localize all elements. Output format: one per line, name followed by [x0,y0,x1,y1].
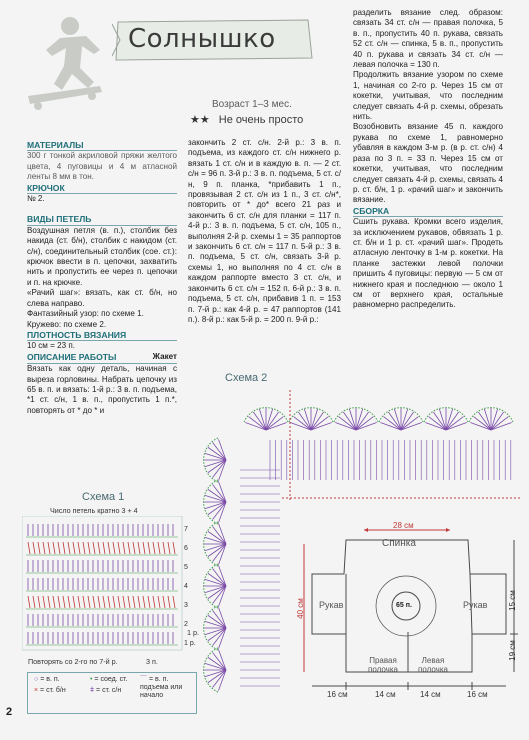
double-crochet-icon: ǂ [90,687,95,694]
work-text: Вязать как одну деталь, начиная с выреза горловины. Набрать цепочку из 65 в. п. и вязать: 1-й р.: 3 в. п. подъема, *1 ст. с/н, 1 в. п., пропустить 1 п.*, повторять от * до * и [27,364,177,415]
difficulty-label: Не очень просто [218,114,304,126]
left-column [27,140,177,416]
density-heading: ПЛОТНОСТЬ ВЯЗАНИЯ [27,330,177,341]
stitch-mark [63,596,65,608]
stitch-mark [93,596,95,608]
lace-fan [204,564,226,608]
slip-stitch-icon: • [90,676,93,683]
lace-fan [204,438,226,482]
stitch-mark [153,542,155,554]
right-text-1: разделить вязание след. образом: связать 34 ст. с/н — правая полочка, 5 в. п., пропустить 40 п. рукава, связать 52 ст. с/н — спинка, 5 в. п., пропустить 40 п. рукава и связать 34 ст. с/н — левая полочка = 130 п. [353,8,503,70]
dim-bottom-2: 14 см [375,690,396,699]
stitch-mark [98,596,100,608]
row-7: 7 [184,526,188,533]
density-text: 10 см = 23 п. [27,341,75,351]
dim-top: 28 см [393,521,414,530]
scheme1-rapport: 3 п. [146,657,158,666]
stitch-mark [133,596,135,608]
right-text-2: Продолжить вязание узором по схеме 1, начиная со 2-го р. Через 15 см от кокетки, учитывая, что последним следует связать 4-й р. схемы, обрезать нить. [353,70,503,122]
stitch-mark [153,596,155,608]
age-range: Возраст 1–3 мес. [212,99,292,110]
difficulty [190,113,303,126]
scheme1-chart [22,516,194,656]
stitch-mark [68,542,70,554]
crab-stitch-text: «Рачий шаг»: вязать, как ст. б/н, но слева направо. [27,288,177,308]
row-1: 1 р. [184,640,196,647]
legend-dc: ǂ = ст. с/н [90,687,122,694]
dim-bottom-1: 16 см [327,690,348,699]
stitch-mark [148,596,150,608]
middle-text: закончить 2 ст. с/н. 2-й р.: 3 в. п. подъема, из каждого ст. с/н нижнего р. вязать 1 ст. с/н и в каждую в. п. — 2 ст. с/н = 96 п. 3-й р.: 3 в. п. подъема, 5 ст. с/н, 9 п. планка, *прибавить 1 п., провязывая 2 ст. с/н из 1 п., 3 ст. с/н*, повторить от * до* всего 21 раз и закончить 6 ст. с/н для планки = 117 п. 4-й р.: 3 в. п. подъема, 5 ст. с/н, 105 п., выполняя 2-й р. схемы 1 = 35 раппортов и закончить 6 ст. с/н = 117 п. 5-й р.: 3 в. п. подъема, 5 ст. с/н, связать 3-й р. схемы 1, но выполняя по 4 ст. с/н в каждом раппорте вместо 3 ст. с/н, и закончить 6 ст. с/н = 152 п. 6-й р.: 3 в. п. подъема, 5 ст. с/н, прибавив 1 п. = 153 п. 7-й р.: как 4-й р. = 47 раппортов (141 п.). 8-й р.: как 5-й р. = 200 п. 9-й р.: [188,138,341,324]
turning-chain-icon: ⌒ [140,676,147,683]
chain-stitch-icon: ○ [34,676,39,683]
stitch-mark [103,596,105,608]
stitch-mark [58,542,60,554]
hook-heading: КРЮЧОК [27,183,177,194]
skater-silhouette-icon [8,12,118,112]
right-text-3: Возобновить вязание 45 п. каждого рукава по схеме 1, равномерно убавляя в каждом 3-м р. (в р. ст. с/н) 4 раза по 3 п. = 33 п. Через 15 см от кокетки, учитывая, что последним следует связать 4-й р. схемы, связать 4 р. ст. б/н, 1 р. «рачий шаг» и закончить вязание. [353,122,503,205]
lace-fan [204,606,226,650]
stitch-mark [143,542,145,554]
hook-text: № 2. [27,194,45,204]
sleeve-left-label: Рукав [319,600,344,610]
right-front-label: Правая полочка [368,656,398,674]
row-3: 3 [184,602,188,609]
assembly-heading: СБОРКА [353,206,503,217]
single-crochet-icon: × [34,687,39,694]
stitch-mark [53,542,55,554]
stitch-mark [173,542,175,554]
legend [27,672,197,714]
stitch-mark [43,542,45,554]
stitch-mark [168,542,170,554]
row-5: 5 [184,564,188,571]
lace-fan [424,408,468,430]
stitch-mark [108,542,110,554]
lace-text: Кружево: по схеме 2. [27,319,107,329]
stitch-mark [168,596,170,608]
stitch-mark [78,542,80,554]
left-front-label: Левая полочка [418,656,448,674]
dim-right-top: 15 см [507,590,517,611]
stitch-mark [73,596,75,608]
sleeve-right-label: Рукав [463,600,488,610]
back-label: Спинка [382,538,416,549]
stitch-mark [98,542,100,554]
stitch-mark [43,596,45,608]
row-6: 6 [184,545,188,552]
stitch-mark [138,542,140,554]
stitch-mark [163,596,165,608]
materials-heading: МАТЕРИАЛЫ [27,140,177,151]
scheme1-repeat: Повторять со 2-го по 7-й р. [28,657,118,666]
scheme2-title: Схема 2 [225,372,268,384]
stitch-mark [63,542,65,554]
stitch-mark [113,542,115,554]
stitch-mark [58,596,60,608]
difficulty-stars-icon: ★★ [190,114,210,126]
dim-left: 40 см [295,598,305,619]
stitch-mark [133,542,135,554]
lace-fan [204,522,226,566]
stitch-mark [123,542,125,554]
lace-fan [289,408,333,430]
scheme1-note: Число петель кратно 3 + 4 [50,506,138,515]
stitch-mark [138,596,140,608]
stitch-mark [108,596,110,608]
work-heading: ОПИСАНИЕ РАБОТЫ [27,351,117,362]
stitch-mark [83,596,85,608]
lace-fan [244,408,288,430]
stitch-mark [28,596,30,608]
stitch-mark [33,542,35,554]
stitch-mark [88,542,90,554]
stitch-mark [163,542,165,554]
scheme1-title: Схема 1 [82,491,125,503]
stitch-mark [158,596,160,608]
middle-column [188,138,341,325]
page-title: Солнышко [128,24,276,54]
stitch-mark [118,542,120,554]
page-number: 2 [6,706,13,718]
stitch-mark [28,542,30,554]
stitch-mark [53,596,55,608]
stitch-mark [143,596,145,608]
stitch-mark [48,596,50,608]
materials-text: 300 г тонкой акриловой пряжи желтого цвета, 4 пуговицы и 4 м атласной ленты 8 мм в тон. [27,151,177,182]
stitch-mark [118,596,120,608]
stitch-mark [38,596,40,608]
row-4: 4 [184,583,188,590]
stitch-mark [113,596,115,608]
dim-bottom-4: 16 см [467,690,488,699]
stitch-mark [148,542,150,554]
legend-chain: ○ = в. п. [34,676,60,683]
scheme2-row1: 1 р. [187,628,199,637]
row-2: 2 [184,621,188,628]
stitch-mark [83,542,85,554]
stitch-mark [48,542,50,554]
lace-fan [334,408,378,430]
stitch-mark [33,596,35,608]
lace-fan [469,408,513,430]
stitches-text: Воздушная петля (в. п.), столбик без накида (ст. б/н), столбик с накидом (ст. с/н), соединительный столбик (сое. ст.): крючок ввести в п. цепочки, захватить нить и пропустить ее через п. цепочки и п. на крючке. [27,225,177,287]
stitch-mark [128,542,130,554]
stitch-mark [158,542,160,554]
stitch-mark [123,596,125,608]
right-column [353,8,503,311]
neck-label: 65 п. [396,602,412,609]
stitch-mark [173,596,175,608]
work-heading-row [27,352,177,364]
dim-bottom-3: 14 см [420,690,441,699]
stitch-mark [38,542,40,554]
stitch-mark [128,596,130,608]
stitch-mark [88,596,90,608]
lace-fan [204,648,226,692]
dim-right-bottom: 19 см [507,640,517,661]
stitch-mark [68,596,70,608]
stitch-mark [73,542,75,554]
jacket-heading: Жакет [152,351,177,361]
legend-turn: ⌒ = в. п. подъема или начало [140,676,183,699]
stitches-heading: ВИДЫ ПЕТЕЛЬ [27,214,177,225]
fancy-pattern-text: Фантазийный узор: по схеме 1. [27,309,144,319]
legend-slip: • = соед. ст. [90,676,128,683]
lace-fan [379,408,423,430]
assembly-text: Сшить рукава. Кромки всего изделия, за исключением рукавов, обвязать 1 р. ст. б/н и 1 р. ст. «рачий шаг». Продеть атласную ленточку в 1-м р. кокетки. На планке застежки левой полочки пришить 4 пуговицы: первую — 5 см от нижнего края и последнюю — около 1 см от верхнего края, остальные равномерно распределить. [353,217,503,310]
stitch-mark [93,542,95,554]
lace-fan [204,480,226,524]
stitch-mark [78,596,80,608]
legend-sc: × = ст. б/н [34,687,66,694]
lace-corner-guide [282,390,520,500]
stitch-mark [103,542,105,554]
